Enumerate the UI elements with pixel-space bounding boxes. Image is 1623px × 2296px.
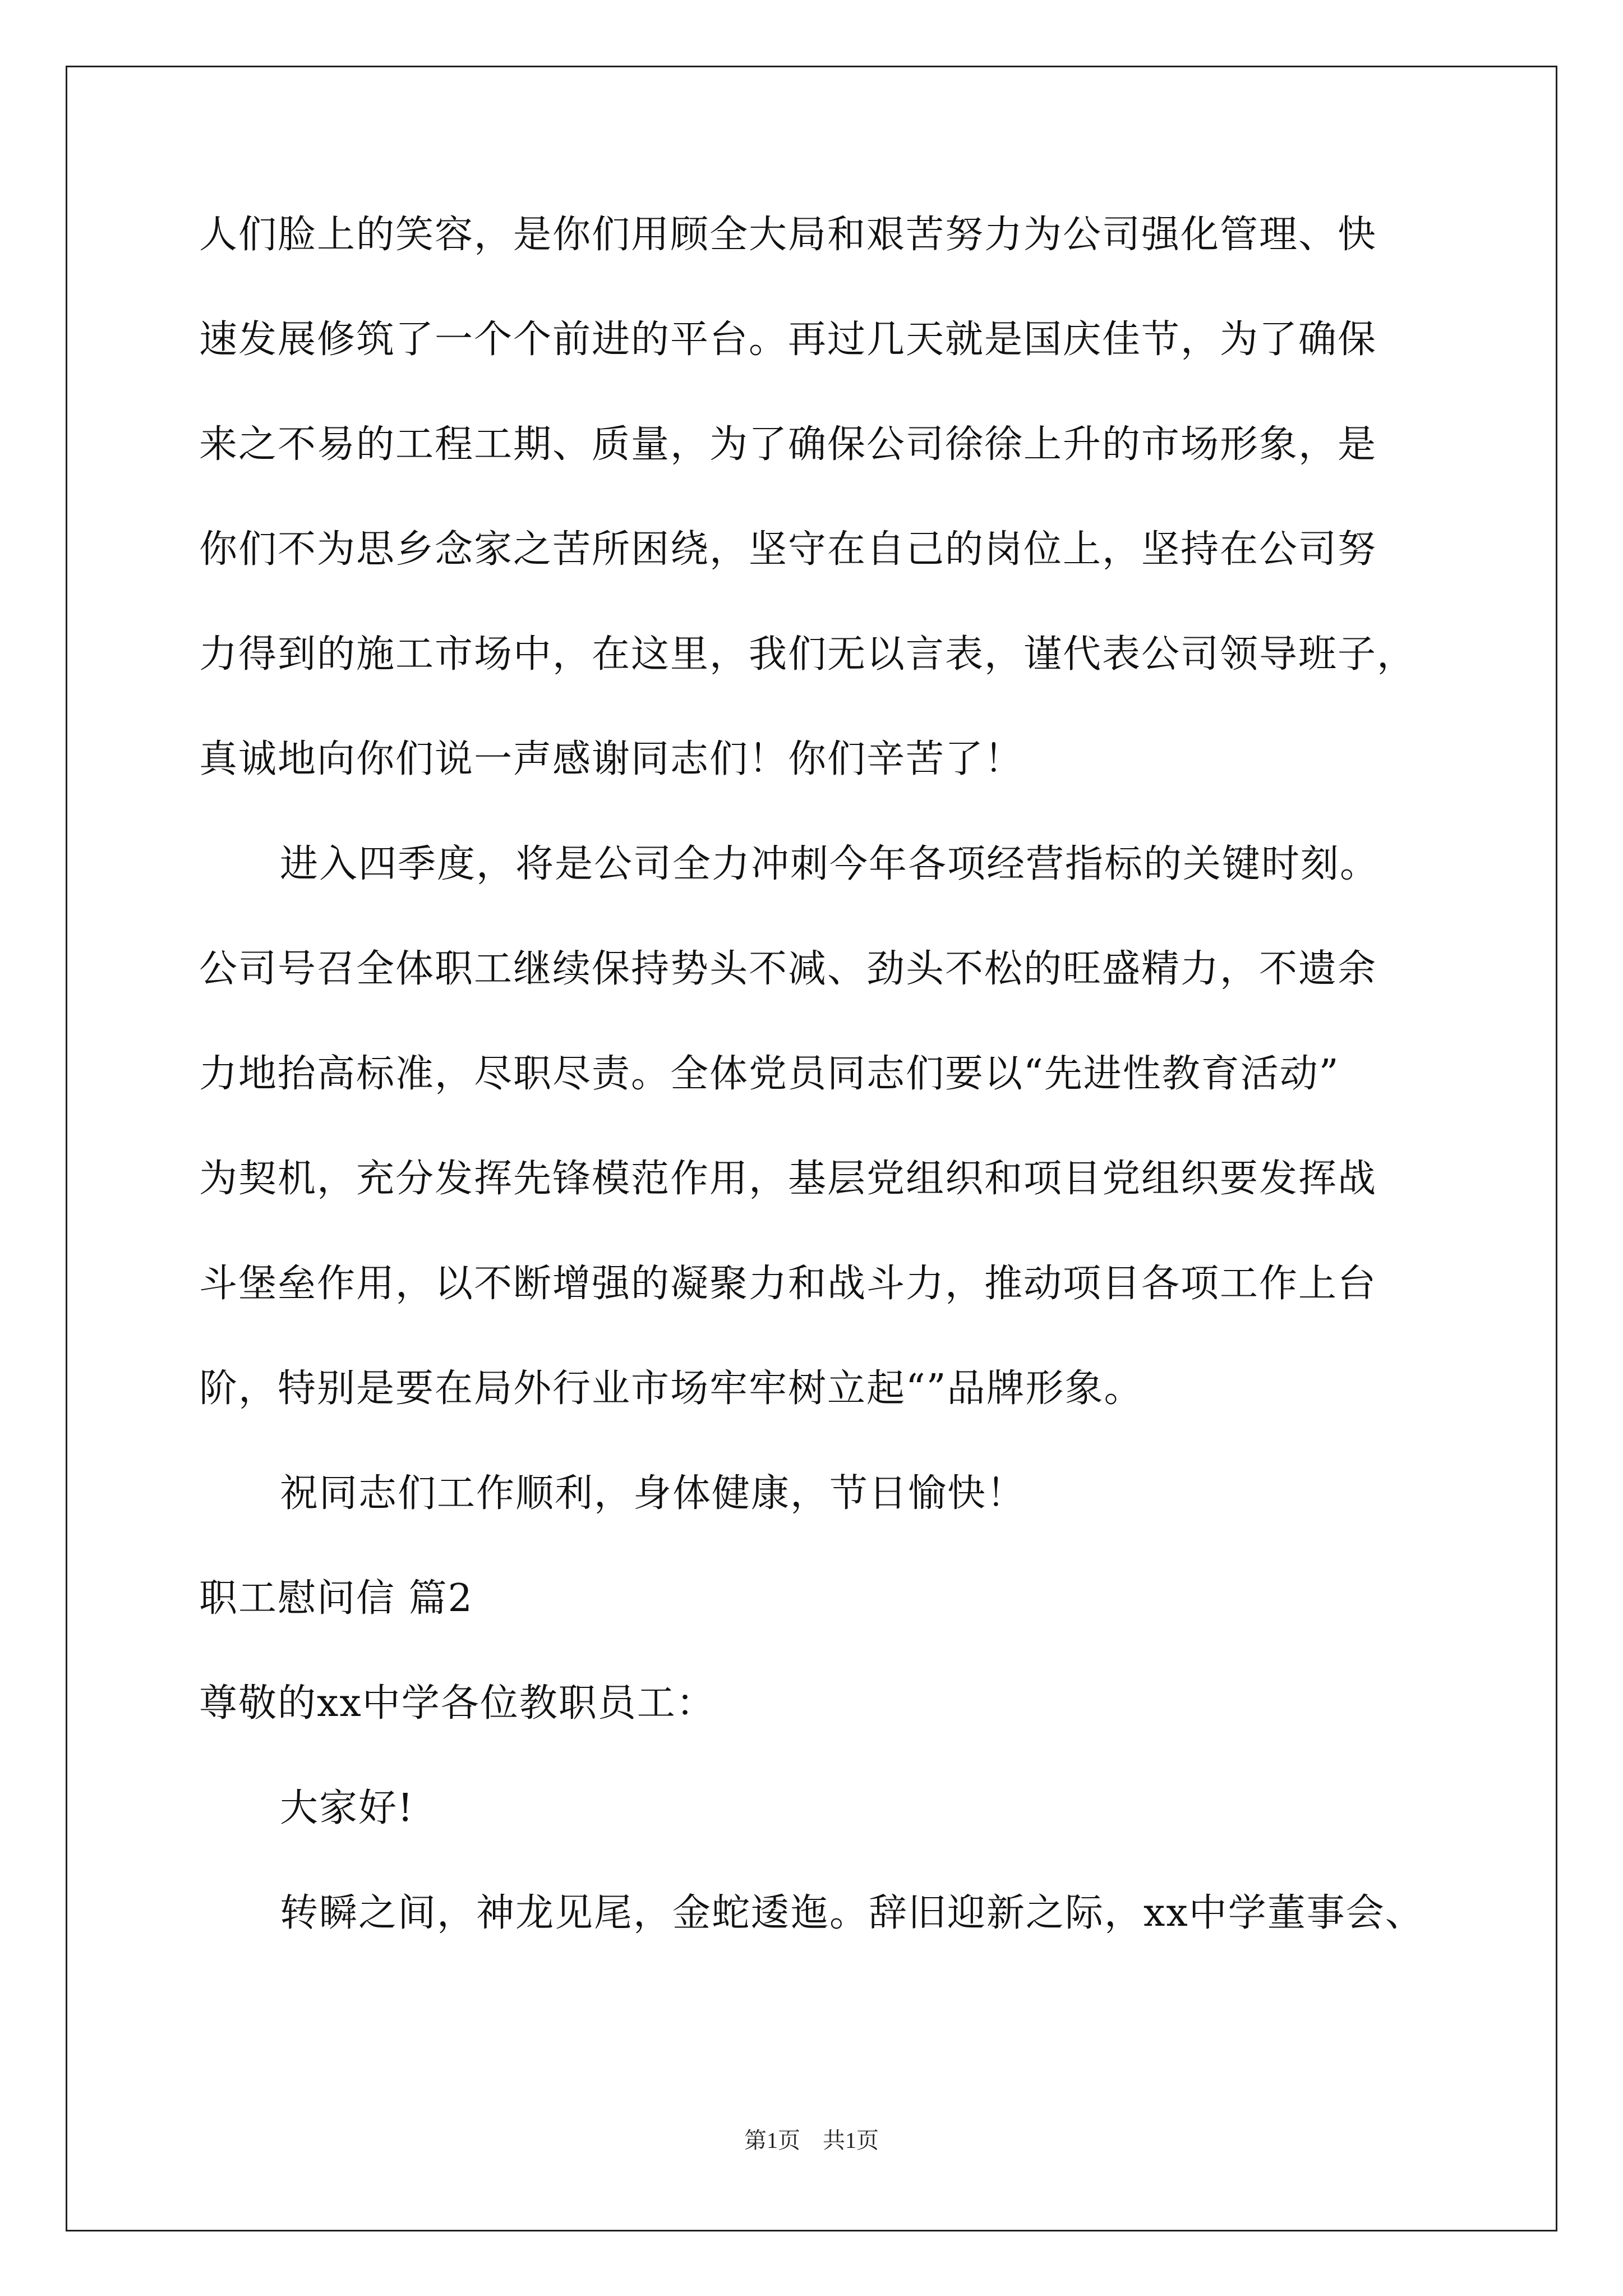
page-footer: 第1页 共1页 xyxy=(744,2128,879,2153)
paragraph-line: 阶，特别是要在局外行业市场牢牢树立起“”品牌形象。 xyxy=(199,1366,1144,1411)
closing-line: 祝同志们工作顺利，身体健康，节日愉快！ xyxy=(280,1471,1026,1516)
paragraph-line: 转瞬之间，神龙见尾，金蛇逶迤。辞旧迎新之际，xx中学董事会、 xyxy=(280,1891,1424,1935)
paragraph-line: 力地抬高标准，尽职尽责。全体党员同志们要以“先进性教育活动” xyxy=(199,1052,1340,1096)
paragraph-line: 你们不为思乡念家之苦所困绕，坚守在自己的岗位上，坚持在公司努 xyxy=(199,527,1377,572)
paragraph-line: 公司号召全体职工继续保持势头不减、劲头不松的旺盛精力，不遗余 xyxy=(199,947,1377,991)
paragraph-line: 人们脸上的笑容，是你们用顾全大局和艰苦努力为公司强化管理、快 xyxy=(199,213,1377,257)
paragraph-line: 斗堡垒作用，以不断增强的凝聚力和战斗力，推动项目各项工作上台 xyxy=(199,1262,1377,1306)
greeting: 大家好! xyxy=(280,1786,414,1830)
section-title: 职工慰问信 篇2 xyxy=(199,1576,473,1621)
paragraph-line: 真诚地向你们说一声感谢同志们！你们辛苦了！ xyxy=(199,737,1024,781)
paragraph-line: 进入四季度，将是公司全力冲刺今年各项经营指标的关键时刻。 xyxy=(280,842,1380,886)
paragraph-line: 速发展修筑了一个个前进的平台。再过几天就是国庆佳节，为了确保 xyxy=(199,318,1377,362)
paragraph-line: 力得到的施工市场中，在这里，我们无以言表，谨代表公司领导班子， xyxy=(199,632,1417,677)
salutation: 尊敬的xx中学各位教职员工： xyxy=(199,1681,716,1726)
paragraph-line: 来之不易的工程工期、质量，为了确保公司徐徐上升的市场形象，是 xyxy=(199,422,1377,467)
paragraph-line: 为契机，充分发挥先锋模范作用，基层党组织和项目党组织要发挥战 xyxy=(199,1157,1377,1201)
